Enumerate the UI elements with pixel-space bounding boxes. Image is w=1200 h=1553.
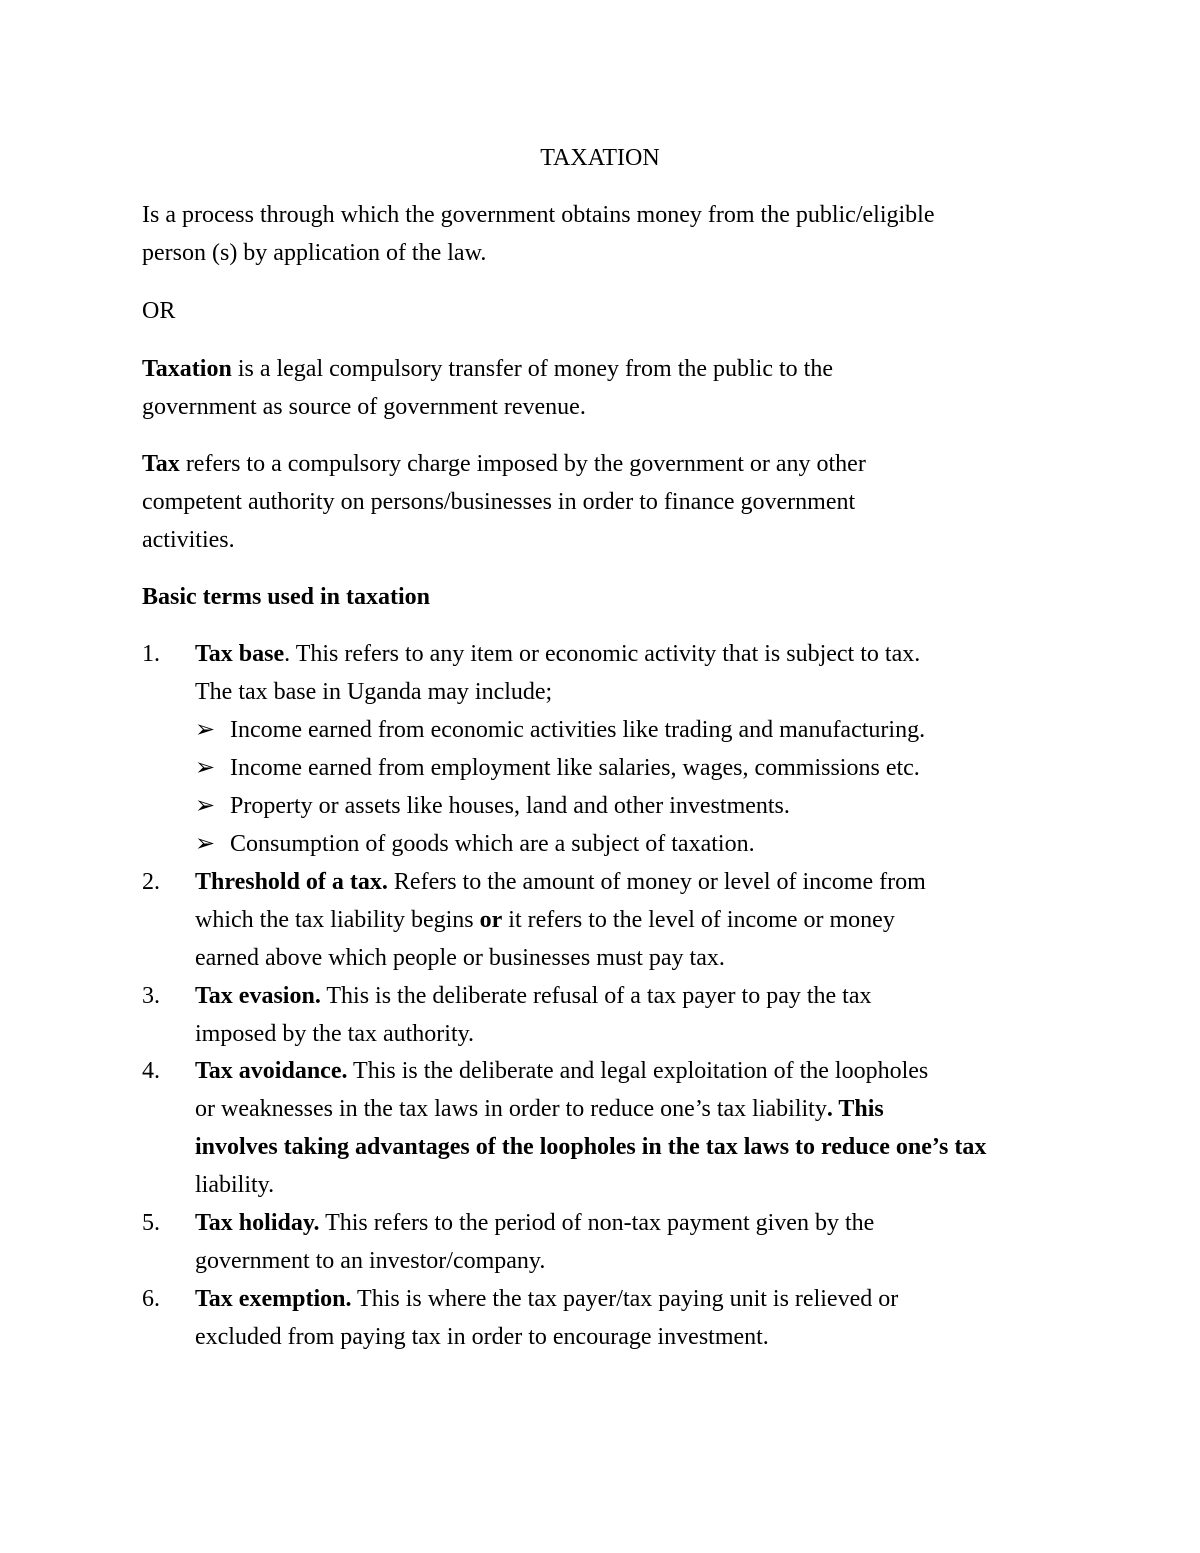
item-text: This is the deliberate and legal exploitation of the loopholes	[347, 1058, 929, 1084]
item-term: Tax exemption.	[195, 1286, 352, 1312]
item-6-line-1	[195, 1280, 1075, 1318]
item-text: or weaknesses in the tax laws in order to reduce one’s tax liability	[195, 1096, 827, 1122]
item-2-line-2	[195, 901, 1075, 939]
bullet-text: Income earned from employment like salaries, wages, commissions etc.	[230, 755, 920, 781]
taxation-definition-line-2: government as source of government revenue.	[142, 394, 586, 420]
definition-line-2: person (s) by application of the law.	[142, 240, 487, 266]
bullet-text: Property or assets like houses, land and other investments.	[230, 793, 790, 819]
item-1-line-1	[195, 635, 1075, 673]
list-item	[195, 711, 1075, 749]
bullet-text: Income earned from economic activities like trading and manufacturing.	[230, 717, 926, 743]
list-item	[195, 825, 1075, 863]
or-separator: OR	[142, 298, 176, 324]
bullet-text: Consumption of goods which are a subject of taxation.	[230, 831, 755, 857]
item-term: Tax base	[195, 641, 285, 667]
item-4-line-1	[195, 1052, 1075, 1090]
taxation-term: Taxation	[142, 356, 232, 382]
list-item	[195, 749, 1075, 787]
tax-definition-text: refers to a compulsory charge imposed by the government or any other	[179, 451, 866, 477]
arrow-bullet-icon: ➢	[195, 717, 216, 743]
item-text: This is where the tax payer/tax paying unit is relieved or	[351, 1286, 899, 1312]
item-1-line-2: The tax base in Uganda may include;	[195, 679, 553, 705]
item-number: 3.	[142, 983, 160, 1009]
item-6-line-2: excluded from paying tax in order to encourage investment.	[195, 1324, 769, 1350]
item-3-line-1	[195, 977, 1075, 1015]
item-text-bold: . This	[826, 1096, 884, 1122]
arrow-bullet-icon: ➢	[195, 793, 216, 819]
section-heading	[142, 578, 1072, 616]
section-heading-text: Basic terms used in taxation	[142, 584, 430, 610]
item-term: Tax holiday.	[195, 1210, 320, 1236]
item-term: Tax evasion.	[195, 983, 321, 1009]
page-title: TAXATION	[540, 145, 660, 171]
item-text: This refers to the period of non-tax payment given by the	[319, 1210, 875, 1236]
tax-definition-line-1	[142, 445, 1072, 483]
item-5-line-2: government to an investor/company.	[195, 1248, 546, 1274]
tax-term: Tax	[142, 451, 180, 477]
item-text: it refers to the level of income or money	[502, 907, 895, 933]
item-number: 1.	[142, 641, 160, 667]
item-text: Refers to the amount of money or level of income from	[387, 869, 926, 895]
item-4-line-4: liability.	[195, 1172, 275, 1198]
item-4-line-3: involves taking advantages of the loopholes in the tax laws to reduce one’s tax	[195, 1134, 987, 1160]
item-number: 4.	[142, 1058, 160, 1084]
item-text: which the tax liability begins	[195, 907, 480, 933]
definition-line-1: Is a process through which the government obtains money from the public/eligible	[142, 202, 935, 228]
item-text: . This refers to any item or economic activity that is subject to tax.	[284, 641, 921, 667]
item-number: 6.	[142, 1286, 160, 1312]
item-term: Tax avoidance.	[195, 1058, 348, 1084]
item-2-line-1	[195, 863, 1075, 901]
item-3-line-2: imposed by the tax authority.	[195, 1021, 475, 1047]
taxation-definition-line-1	[142, 350, 1072, 388]
list-item	[195, 787, 1075, 825]
item-text: This is the deliberate refusal of a tax payer to pay the tax	[320, 983, 872, 1009]
or-emphasis: or	[479, 907, 503, 933]
item-term: Threshold of a tax.	[195, 869, 388, 895]
item-5-line-1	[195, 1204, 1075, 1242]
tax-definition-line-3: activities.	[142, 527, 235, 553]
arrow-bullet-icon: ➢	[195, 831, 216, 857]
tax-definition-line-2: competent authority on persons/businesses in order to finance government	[142, 489, 856, 515]
item-4-line-2	[195, 1090, 1075, 1128]
item-number: 2.	[142, 869, 160, 895]
arrow-bullet-icon: ➢	[195, 755, 216, 781]
item-number: 5.	[142, 1210, 160, 1236]
item-2-line-3: earned above which people or businesses must pay tax.	[195, 945, 725, 971]
taxation-definition-text: is a legal compulsory transfer of money from the public to the	[231, 356, 833, 382]
